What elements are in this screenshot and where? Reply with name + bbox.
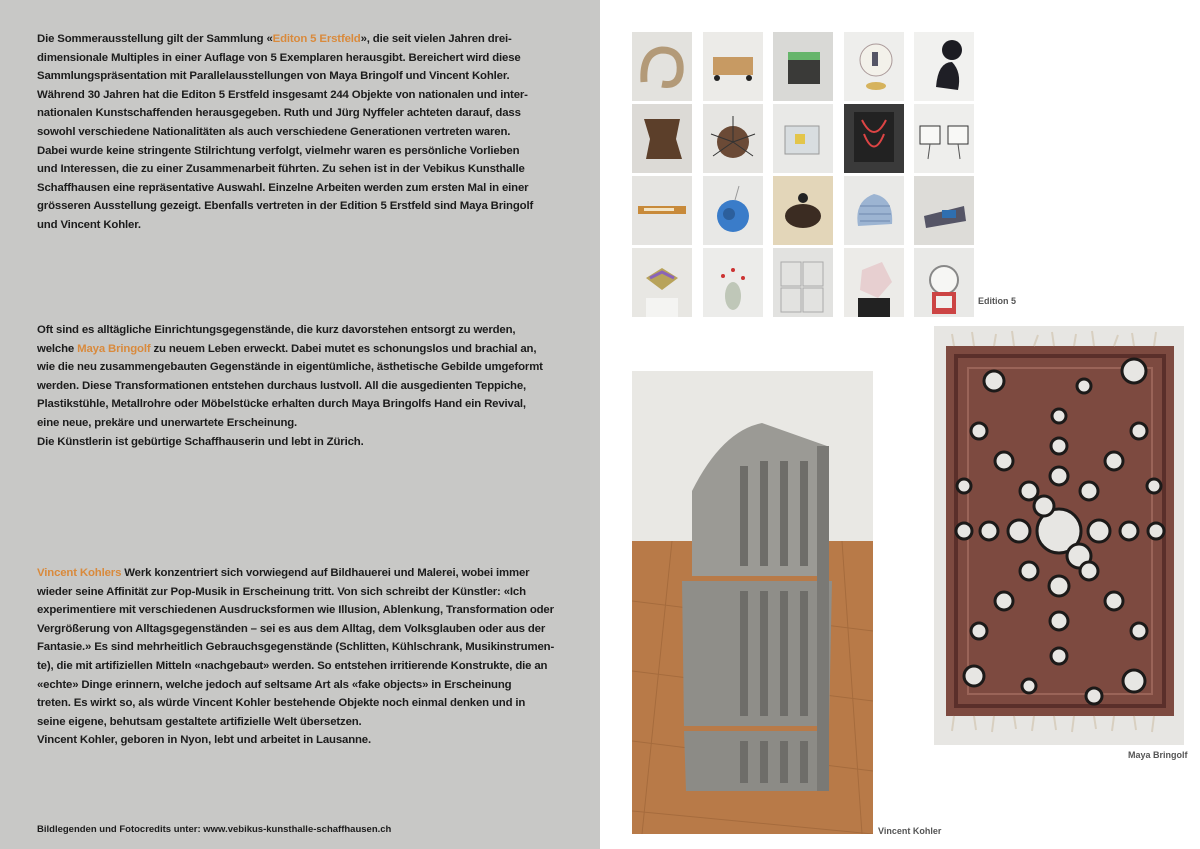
text-segment: nationalen Kunstschaffenden herausgegeben. Ruth und Jürg Nyffeler achteten darauf, dass [37, 107, 521, 120]
text-segment: welche [37, 342, 78, 355]
text-line [37, 358, 547, 377]
paragraph-bringolf [37, 321, 547, 451]
text-segment: treten. Es wirkt so, als würde Vincent Kohler bestehende Objekte noch einmal denken und in [37, 697, 526, 710]
text-segment: grösseren Ausstellung gezeigt. Ebenfalls vertreten in der Edition 5 Erstfeld sind Maya Bringolf [37, 200, 534, 213]
text-line [37, 179, 547, 198]
text-segment: Fantasie.» Es sind mehrheitlich Gebrauchsgegenstände (Schlitten, Kühlschrank, Musikinstrumen- [37, 641, 555, 654]
text-line [37, 67, 547, 86]
text-line [37, 620, 547, 639]
text-segment: zu neuem Leben erweckt. Dabei mutet es schonungslos und brachial an, [150, 342, 537, 355]
text-line [37, 433, 547, 452]
text-line [37, 160, 547, 179]
paragraph-kohler [37, 564, 555, 750]
edition5-object-thumbnail [703, 32, 763, 101]
text-segment: Die Künstlerin ist gebürtige Schaffhauserin und lebt in Zürich. [37, 435, 364, 448]
text-line [37, 583, 547, 602]
photo-bringolf-carpet [934, 326, 1184, 745]
edition5-object-thumbnail [773, 104, 833, 173]
edition5-thumbnail-grid [632, 32, 974, 303]
highlighted-name: Maya Bringolf [77, 342, 151, 355]
edition5-object-thumbnail [632, 248, 692, 317]
edition5-object-thumbnail [632, 32, 692, 101]
edition5-object-thumbnail [632, 176, 692, 245]
caption-kohler: Vincent Kohler [878, 826, 942, 836]
text-segment: Dabei wurde keine stringente Stilrichtung verfolgt, vielmehr waren es persönliche Vorlieben [37, 144, 520, 157]
text-segment: wie die neu zusammengebauten Gegenstände in eigentümliche, ästhetische Gebilde umgeformt [37, 361, 543, 374]
text-segment: Plastikstühle, Metallrohre oder Möbelstücke erhalten durch Maya Bringolfs Hand ein Revival, [37, 398, 526, 411]
edition5-object-thumbnail [844, 248, 904, 317]
edition5-object-thumbnail [914, 104, 974, 173]
text-segment: werden. Diese Transformationen entstehen durchaus lustvoll. All die ausgedienten Teppiche, [37, 379, 527, 392]
text-line [37, 86, 547, 105]
text-segment: Werk konzentriert sich vorwiegend auf Bildhauerei und Malerei, wobei immer [121, 567, 530, 579]
text-segment: Vincent Kohler, geboren in Nyon, lebt und arbeitet in Lausanne. [37, 734, 372, 747]
text-line [37, 340, 547, 359]
text-line [37, 123, 547, 142]
text-segment: wieder seine Affinität zur Pop-Musik in Erscheinung tritt. Von sich schreibt der Künstler: «Ich [37, 585, 526, 598]
image-panel [600, 0, 1200, 849]
text-segment: Während 30 Jahren hat die Editon 5 Erstfeld insgesamt 244 Objekte von nationalen und inter- [37, 88, 528, 101]
photo-kohler-sculpture [632, 371, 873, 834]
text-line [37, 377, 547, 396]
text-line [37, 414, 547, 433]
text-line [37, 731, 547, 750]
text-segment: und Vincent Kohler. [37, 218, 141, 231]
text-segment: seine eigene, behutsam gestaltete artifizielle Welt übersetzen. [37, 715, 362, 728]
text-line [37, 104, 547, 123]
highlighted-name: Vincent Kohlers [37, 567, 122, 579]
text-line [37, 216, 547, 235]
text-segment: und Interessen, die zu einer Zusammenarbeit führten. Zu sehen ist in der Vebikus Kunsthalle [37, 163, 525, 176]
text-line [37, 676, 547, 695]
caption-edition5: Edition 5 [978, 296, 1016, 306]
text-segment: eine neue, prekäre und unerwartete Erscheinung. [37, 416, 298, 429]
text-line [37, 694, 547, 713]
text-line [37, 321, 547, 340]
edition5-object-thumbnail [914, 176, 974, 245]
text-segment: », die seit vielen Jahren drei- [360, 33, 512, 45]
text-segment: te), die mit artifiziellen Mitteln «nachgebaut» werden. So entstehen irritierende Konstrukte, die an [37, 659, 548, 672]
edition5-object-thumbnail [632, 104, 692, 173]
edition5-object-thumbnail [773, 32, 833, 101]
text-line [37, 395, 547, 414]
caption-bringolf: Maya Bringolf [1128, 750, 1188, 760]
text-segment: Oft sind es alltägliche Einrichtungsgegenstände, die kurz davorstehen entsorgt zu werden, [37, 324, 516, 336]
text-segment: sowohl verschiedene Nationalitäten als auch verschiedene Generationen vertreten waren. [37, 125, 511, 138]
edition5-object-thumbnail [703, 248, 763, 317]
edition5-object-thumbnail [703, 104, 763, 173]
text-segment: Sammlungspräsentation mit Parallelausstellungen von Maya Bringolf und Vincent Kohler. [37, 70, 510, 83]
edition5-object-thumbnail [914, 32, 974, 101]
text-segment: Schaffhausen eine repräsentative Auswahl. Einzelne Arbeiten werden zum ersten Mal in einer [37, 181, 529, 194]
text-line [37, 638, 555, 657]
text-line [37, 49, 547, 68]
text-line [37, 564, 547, 583]
photo-credits: Bildlegenden und Fotocredits unter: www.vebikus-kunsthalle-schaffhausen.ch [37, 824, 392, 835]
edition5-object-thumbnail [844, 104, 904, 173]
text-line [37, 657, 547, 676]
text-line [37, 601, 554, 620]
text-line [37, 142, 547, 161]
text-line [37, 713, 547, 732]
edition5-object-thumbnail [844, 32, 904, 101]
edition5-object-thumbnail [773, 176, 833, 245]
highlighted-name: Editon 5 Erstfeld [272, 33, 361, 45]
text-segment: Vergrößerung von Alltagsgegenständen – sei es aus dem Alltag, dem Volksglauben oder aus der [37, 622, 546, 635]
edition5-object-thumbnail [914, 248, 974, 317]
text-segment: «echte» Dinge erinnern, welche jedoch auf seltsame Art als «fake objects» in Erscheinung [37, 678, 512, 691]
paragraph-edition5 [37, 30, 547, 235]
text-line [37, 197, 547, 216]
text-segment: dimensionale Multiples in einer Auflage von 5 Exemplaren herausgibt. Bereichert wird diese [37, 51, 521, 64]
edition5-object-thumbnail [703, 176, 763, 245]
edition5-object-thumbnail [844, 176, 904, 245]
edition5-object-thumbnail [773, 248, 833, 317]
text-segment: Die Sommerausstellung gilt der Sammlung « [37, 33, 273, 45]
text-segment: experimentiere mit verschiedenen Ausdrucksformen wie Illusion, Ablenkung, Transformation oder [37, 604, 554, 617]
text-line [37, 30, 547, 49]
